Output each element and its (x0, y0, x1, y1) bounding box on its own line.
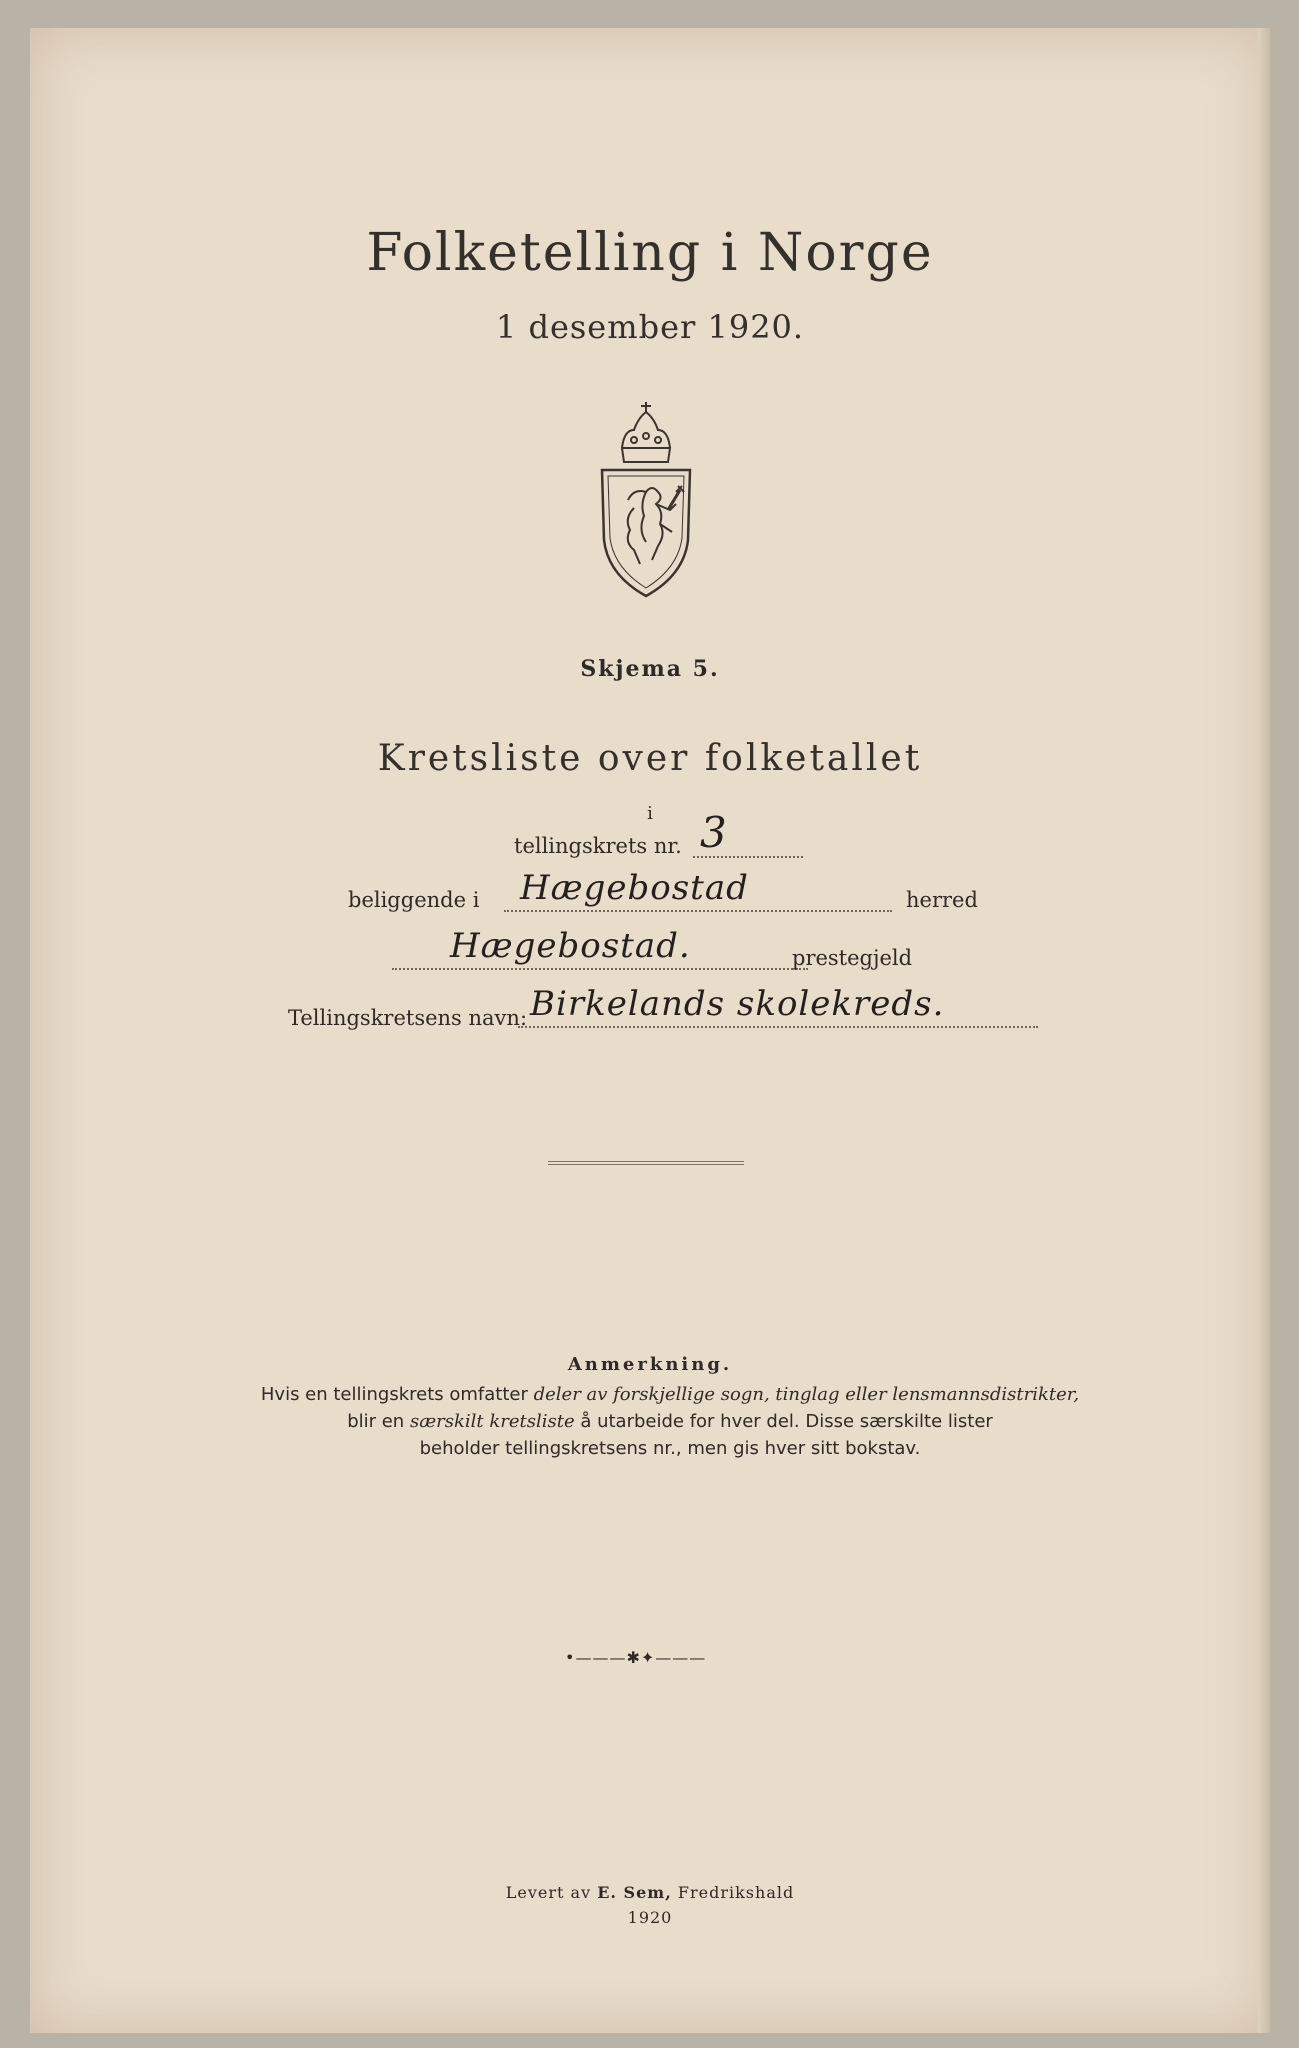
note-line-1 (230, 1381, 1110, 1408)
tellingskrets-value: 3 (700, 808, 728, 857)
tellingskrets-label: tellingskrets nr. (514, 834, 682, 858)
prestegjeld-field (392, 968, 808, 970)
form-heading: Kretsliste over folketallet (377, 738, 923, 779)
census-date: 1 desember 1920. (495, 308, 805, 346)
printer-year: 1920 (627, 1908, 673, 1927)
printer-name: E. Sem, (597, 1883, 672, 1902)
note-line-2-b: særskilt kretsliste (409, 1411, 575, 1432)
herred-value: Hægebostad (520, 868, 749, 908)
navn-value: Birkelands skolekreds. (530, 984, 945, 1024)
note-text (230, 1381, 1110, 1462)
prestegjeld-label: prestegjeld (792, 946, 913, 970)
census-sheet (30, 28, 1270, 2033)
note-line-2 (230, 1408, 1110, 1435)
ornament-divider: •———✱✦——— (565, 1648, 707, 1667)
navn-label: Tellingskretsens navn: (288, 1006, 528, 1030)
beliggende-label: beliggende i (348, 888, 480, 912)
norwegian-coat-of-arms-icon (594, 400, 698, 600)
printer-credit (30, 1883, 1270, 1902)
printer-prefix: Levert av (505, 1883, 598, 1902)
connector-word: i (647, 803, 653, 824)
note-line-3: beholder tellingskretsens nr., men gis hver sitt bokstav. (419, 1438, 921, 1459)
printer-city: Fredrikshald (671, 1883, 795, 1902)
note-line-2-a: blir en (347, 1411, 410, 1432)
note-heading: Anmerkning. (567, 1354, 733, 1375)
note-line-1-b: deler av forskjellige sogn, tinglag eller lensmannsdistrikter, (533, 1384, 1080, 1405)
herred-label: herred (906, 888, 978, 912)
navn-field (518, 1026, 1038, 1028)
divider (548, 1161, 744, 1165)
prestegjeld-value: Hægebostad. (450, 926, 691, 966)
schema-number: Skjema 5. (580, 656, 720, 682)
herred-field (504, 910, 892, 912)
page-title: Folketelling i Norge (366, 223, 934, 283)
note-line-2-c: å utarbeide for hver del. Disse særskilte lister (574, 1411, 993, 1432)
note-line-1-a: Hvis en tellingskrets omfatter (260, 1384, 534, 1405)
